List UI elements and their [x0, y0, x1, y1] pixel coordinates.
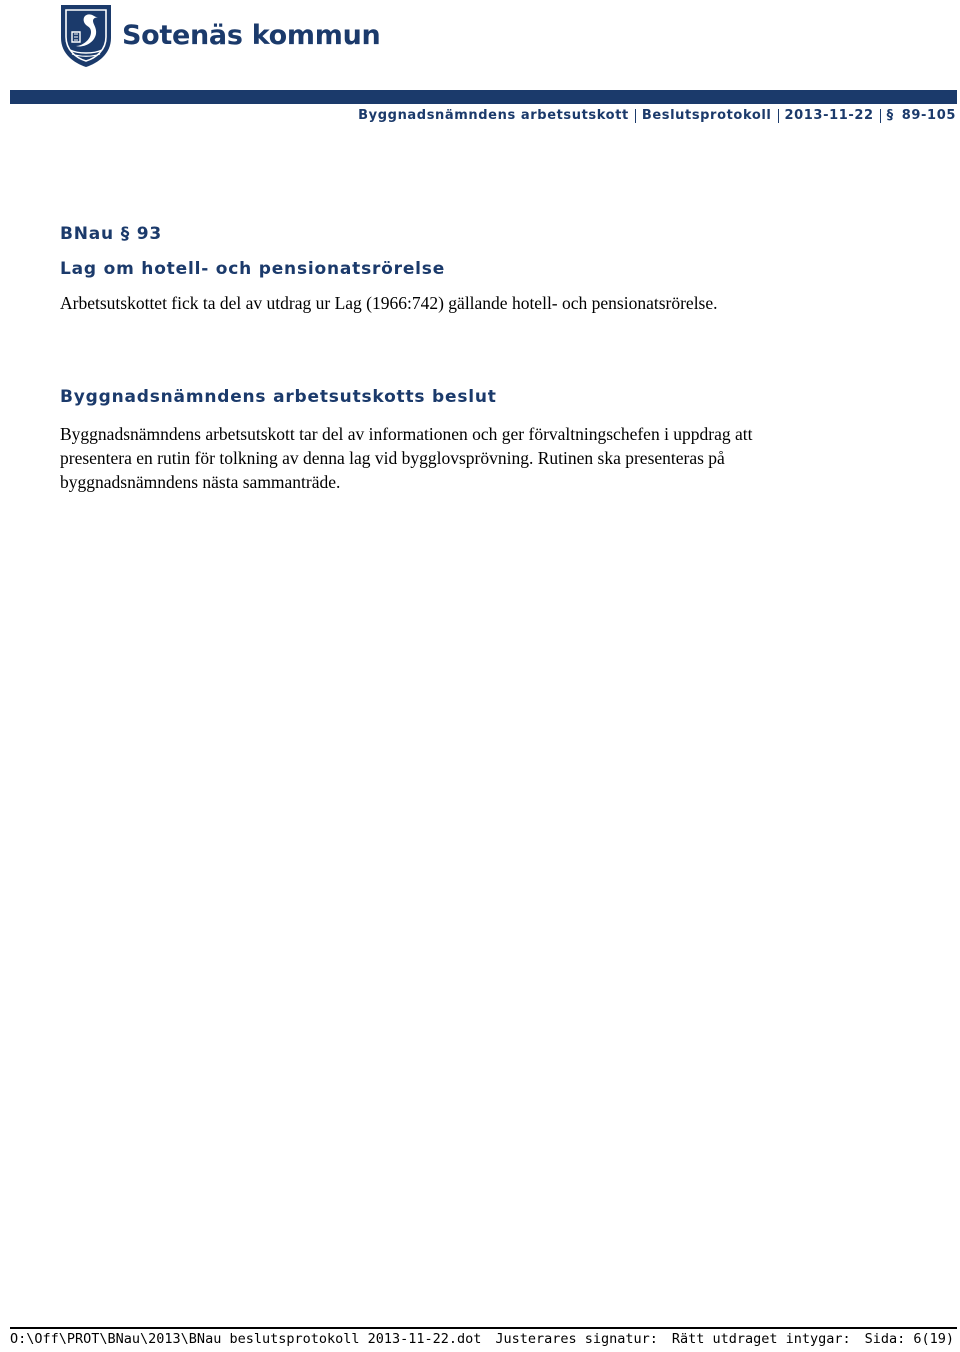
header-separator: [635, 109, 636, 123]
section-intro: Arbetsutskottet fick ta del av utdrag ur Lag (1966:742) gällande hotell- och pensionatsrörelse.: [60, 293, 718, 313]
section-id: [60, 224, 162, 244]
footer-signature-label: Justerares signatur:: [495, 1331, 658, 1347]
section-title: Lag om hotell- och pensionatsrörelse: [60, 259, 446, 279]
logo-text: Sotenäs kommun: [122, 19, 381, 51]
header-committee: Byggnadsnämndens arbetsutskott: [358, 108, 629, 123]
document-header: [358, 108, 956, 123]
page-footer: [10, 1331, 954, 1347]
header-separator: [778, 109, 779, 123]
header-bar: [10, 90, 957, 104]
coat-of-arms-icon: [58, 2, 114, 68]
section-id-sign: §: [120, 224, 130, 244]
decision-text: [60, 422, 910, 494]
decision-line: byggnadsnämndens nästa sammanträde.: [60, 472, 341, 492]
section-id-prefix: BNau: [60, 224, 114, 244]
header-paragraph-sign: §: [886, 108, 894, 123]
footer-page-label: Sida: 6(19): [864, 1331, 954, 1347]
header-separator: [880, 109, 881, 123]
decision-title: Byggnadsnämndens arbetsutskotts beslut: [60, 387, 497, 407]
decision-line: Byggnadsnämndens arbetsutskott tar del av informationen och ger förvaltningschefen i uppdrag att: [60, 424, 753, 444]
footer-rule: [10, 1327, 957, 1329]
decision-line: presentera en rutin för tolkning av denna lag vid bygglovsprövning. Rutinen ska presenteras på: [60, 448, 725, 468]
footer-certified-label: Rätt utdraget intygar:: [671, 1331, 851, 1347]
municipality-logo: [58, 2, 388, 68]
header-paragraph-range: 89-105: [901, 108, 956, 123]
section-id-number: 93: [136, 224, 162, 244]
header-doc-type: Beslutsprotokoll: [641, 108, 772, 123]
footer-path: O:\Off\PROT\BNau\2013\BNau beslutsprotokoll 2013-11-22.dot: [10, 1331, 482, 1347]
header-date: 2013-11-22: [784, 108, 874, 123]
